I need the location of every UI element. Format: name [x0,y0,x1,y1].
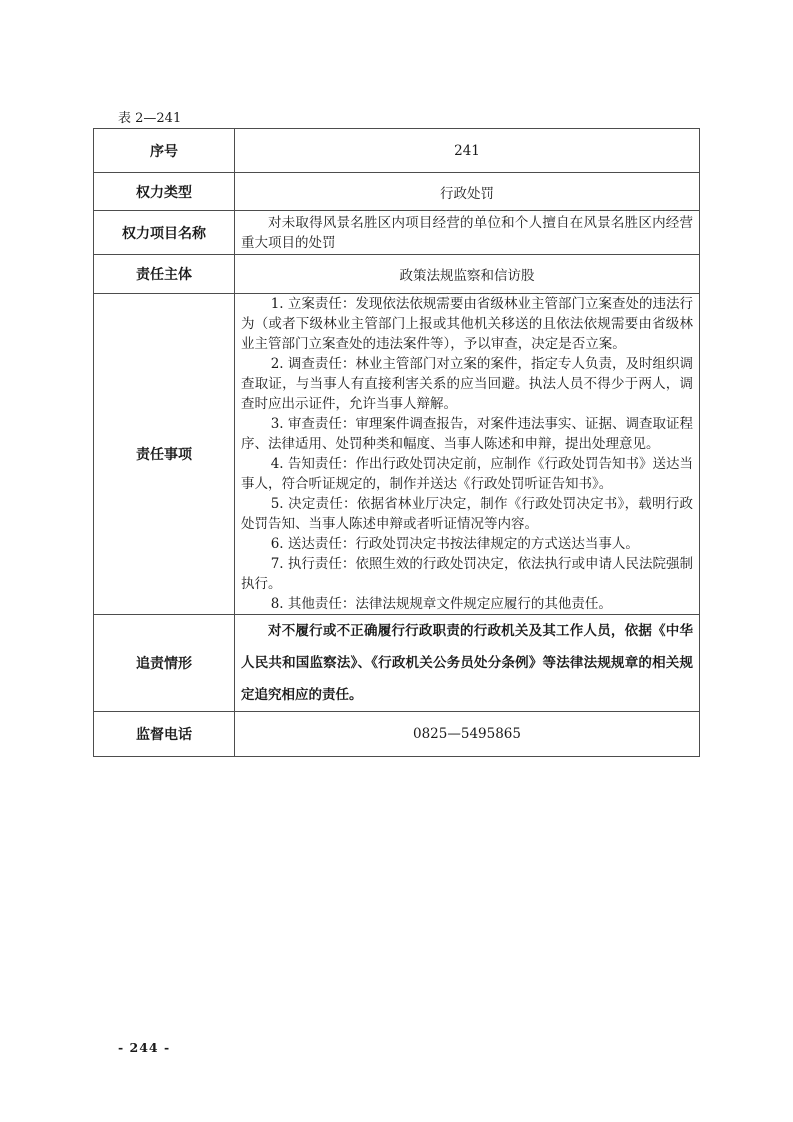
accountability-cell [235,615,700,712]
serial-label: 序号 [94,129,235,173]
power-item-name-cell [235,211,700,255]
table-row-power-item-name [94,211,700,255]
table-row-accountability [94,615,700,712]
supervision-phone-label: 监督电话 [94,712,235,757]
table-row-duty-matters [94,294,700,615]
duty-item: 7. 执行责任：依照生效的行政处罚决定，依法执行或申请人民法院强制执行。 [241,556,693,592]
duty-matters-label: 责任事项 [94,294,235,615]
accountability-value: 对不履行或不正确履行行政职责的行政机关及其工作人员，依据《中华人民共和国监察法》、《行政机关公务员处分条例》等法律法规规章的相关规定追究相应的责任。 [241,623,693,703]
duty-item: 5. 决定责任：依据省林业厅决定，制作《行政处罚决定书》，载明行政处罚告知、当事人陈述申辩或者听证情况等内容。 [241,496,693,532]
supervision-phone-value: 0825—5495865 [235,712,700,757]
responsible-body-value: 政策法规监察和信访股 [235,255,700,294]
power-item-table [93,128,700,757]
table-caption: 表 2—241 [118,111,182,126]
accountability-label: 追责情形 [94,615,235,712]
page-number: - 244 - [118,1040,171,1055]
power-item-name-label: 权力项目名称 [94,211,235,255]
table-row-supervision-phone [94,712,700,757]
duty-item: 4. 告知责任：作出行政处罚决定前，应制作《行政处罚告知书》送达当事人，符合听证规定的，制作并送达《行政处罚听证告知书》。 [241,456,693,492]
table-row-power-type [94,173,700,211]
power-type-label: 权力类型 [94,173,235,211]
responsible-body-label: 责任主体 [94,255,235,294]
power-type-value: 行政处罚 [235,173,700,211]
table-row-serial [94,129,700,173]
table-row-responsible-body [94,255,700,294]
duty-item: 3. 审查责任：审理案件调查报告，对案件违法事实、证据、调查取证程序、法律适用、处罚种类和幅度、当事人陈述和申辩，提出处理意见。 [241,416,693,452]
duty-matters-cell [235,294,700,615]
duty-item: 2. 调查责任：林业主管部门对立案的案件，指定专人负责，及时组织调查取证，与当事人有直接利害关系的应当回避。执法人员不得少于两人，调查时应出示证件，允许当事人辩解。 [241,356,693,412]
duty-item: 8. 其他责任：法律法规规章文件规定应履行的其他责任。 [270,596,612,612]
duty-item: 6. 送达责任：行政处罚决定书按法律规定的方式送达当事人。 [270,536,639,552]
serial-value: 241 [235,129,700,173]
duty-item: 1. 立案责任：发现依法依规需要由省级林业主管部门立案查处的违法行为（或者下级林业主管部门上报或其他机关移送的且依法依规需要由省级林业主管部门立案查处的违法案件等），予以审查，决定是否立案。 [241,296,693,352]
power-item-name-value: 对未取得风景名胜区内项目经营的单位和个人擅自在风景名胜区内经营重大项目的处罚 [241,214,693,251]
